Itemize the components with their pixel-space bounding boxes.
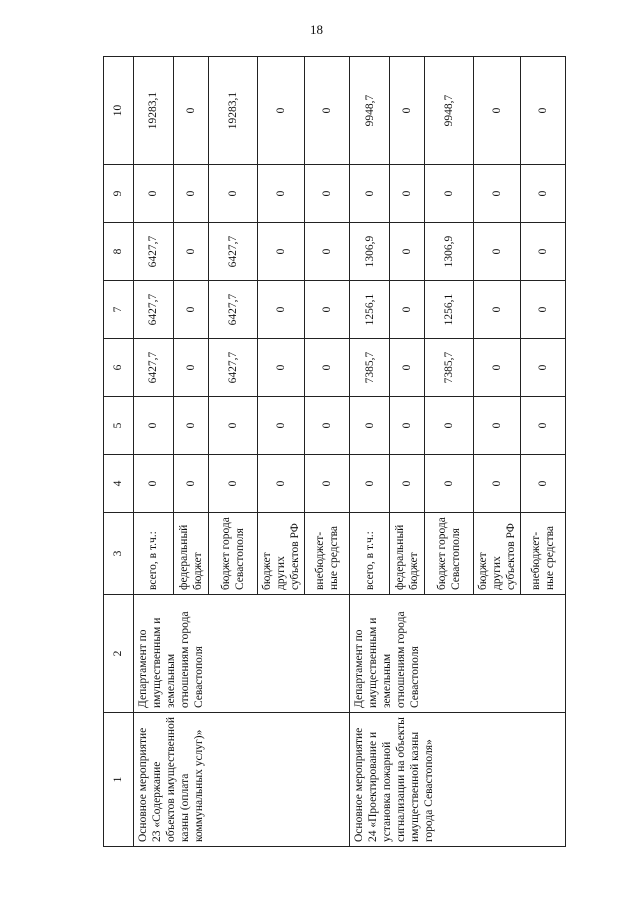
activity-cell: Основное мероприятие 24 «Проектирование и установка пожарной сигнализации на объекты имущественной казны города Севастополя» <box>350 713 566 847</box>
value-cell: 0 <box>521 57 566 165</box>
value-cell: 0 <box>134 455 174 513</box>
value-cell: 6427,7 <box>134 339 174 397</box>
funding-source-cell: бюджет других субъектов РФ <box>474 513 521 595</box>
header-cell: 8 <box>104 223 134 281</box>
value-cell: 9948,7 <box>425 57 474 165</box>
value-cell: 1306,9 <box>350 223 390 281</box>
value-cell: 6427,7 <box>134 281 174 339</box>
header-cell: 5 <box>104 397 134 455</box>
value-cell: 0 <box>305 57 350 165</box>
value-cell: 0 <box>258 455 305 513</box>
activity-cell: Основное мероприятие 23 «Содержание объектов имущественной казны (оплата коммунальных услуг)» <box>134 713 350 847</box>
value-cell: 1256,1 <box>350 281 390 339</box>
value-cell: 0 <box>521 455 566 513</box>
value-cell: 9948,7 <box>350 57 390 165</box>
header-cell: 10 <box>104 57 134 165</box>
value-cell: 0 <box>521 281 566 339</box>
value-cell: 0 <box>305 223 350 281</box>
funding-source-cell: всего, в т.ч.: <box>350 513 390 595</box>
value-cell: 0 <box>305 339 350 397</box>
value-cell: 0 <box>425 165 474 223</box>
value-cell: 0 <box>305 397 350 455</box>
value-cell: 0 <box>305 165 350 223</box>
value-cell: 0 <box>174 57 209 165</box>
value-cell: 0 <box>258 281 305 339</box>
value-cell: 6427,7 <box>209 339 258 397</box>
header-cell: 9 <box>104 165 134 223</box>
funding-source-cell: федеральный бюджет <box>390 513 425 595</box>
value-cell: 0 <box>521 165 566 223</box>
value-cell: 0 <box>174 455 209 513</box>
funding-source-cell: федеральный бюджет <box>174 513 209 595</box>
value-cell: 0 <box>390 397 425 455</box>
value-cell: 0 <box>474 165 521 223</box>
executor-cell: Департамент по имущественным и земельным отношениям города Севастополя <box>134 595 350 713</box>
value-cell: 0 <box>521 397 566 455</box>
header-cell: 6 <box>104 339 134 397</box>
value-cell: 19283,1 <box>134 57 174 165</box>
header-row <box>104 57 134 847</box>
value-cell: 0 <box>174 339 209 397</box>
value-cell: 0 <box>521 223 566 281</box>
value-cell: 0 <box>134 397 174 455</box>
value-cell: 0 <box>174 165 209 223</box>
header-cell: 2 <box>104 595 134 713</box>
value-cell: 1256,1 <box>425 281 474 339</box>
funding-source-cell: бюджет других субъектов РФ <box>258 513 305 595</box>
value-cell: 0 <box>258 223 305 281</box>
value-cell: 0 <box>174 397 209 455</box>
value-cell: 1306,9 <box>425 223 474 281</box>
value-cell: 7385,7 <box>425 339 474 397</box>
value-cell: 0 <box>209 397 258 455</box>
value-cell: 0 <box>305 455 350 513</box>
value-cell: 0 <box>521 339 566 397</box>
value-cell: 0 <box>258 165 305 223</box>
value-cell: 0 <box>209 455 258 513</box>
value-cell: 0 <box>350 397 390 455</box>
value-cell: 0 <box>474 281 521 339</box>
value-cell: 0 <box>350 455 390 513</box>
header-cell: 4 <box>104 455 134 513</box>
value-cell: 6427,7 <box>209 223 258 281</box>
value-cell: 0 <box>390 223 425 281</box>
value-cell: 0 <box>174 223 209 281</box>
value-cell: 0 <box>258 339 305 397</box>
funding-source-cell: бюджет города Севастополя <box>425 513 474 595</box>
header-cell: 3 <box>104 513 134 595</box>
value-cell: 0 <box>474 455 521 513</box>
value-cell: 0 <box>350 165 390 223</box>
value-cell: 0 <box>390 339 425 397</box>
value-cell: 0 <box>134 165 174 223</box>
value-cell: 0 <box>258 57 305 165</box>
value-cell: 0 <box>474 397 521 455</box>
value-cell: 0 <box>425 455 474 513</box>
budget-table <box>103 56 566 847</box>
funding-source-cell: всего, в т.ч.: <box>134 513 174 595</box>
rotated-table-frame <box>103 57 563 847</box>
funding-source-cell: бюджет города Севастополя <box>209 513 258 595</box>
value-cell: 0 <box>390 455 425 513</box>
page-number: 18 <box>310 22 323 37</box>
value-cell: 0 <box>474 57 521 165</box>
table-body <box>104 57 566 847</box>
value-cell: 7385,7 <box>350 339 390 397</box>
header-cell: 1 <box>104 713 134 847</box>
value-cell: 0 <box>174 281 209 339</box>
value-cell: 0 <box>474 339 521 397</box>
funding-source-cell: внебюджет-ные средства <box>521 513 566 595</box>
funding-source-cell: внебюджет-ные средства <box>305 513 350 595</box>
value-cell: 0 <box>390 281 425 339</box>
table-row <box>134 57 174 847</box>
value-cell: 6427,7 <box>134 223 174 281</box>
value-cell: 0 <box>390 165 425 223</box>
value-cell: 0 <box>209 165 258 223</box>
table-row <box>350 57 390 847</box>
executor-cell: Департамент по имущественным и земельным отношениям города Севастополя <box>350 595 566 713</box>
value-cell: 0 <box>474 223 521 281</box>
value-cell: 0 <box>390 57 425 165</box>
value-cell: 6427,7 <box>209 281 258 339</box>
value-cell: 0 <box>258 397 305 455</box>
value-cell: 19283,1 <box>209 57 258 165</box>
value-cell: 0 <box>305 281 350 339</box>
header-cell: 7 <box>104 281 134 339</box>
value-cell: 0 <box>425 397 474 455</box>
